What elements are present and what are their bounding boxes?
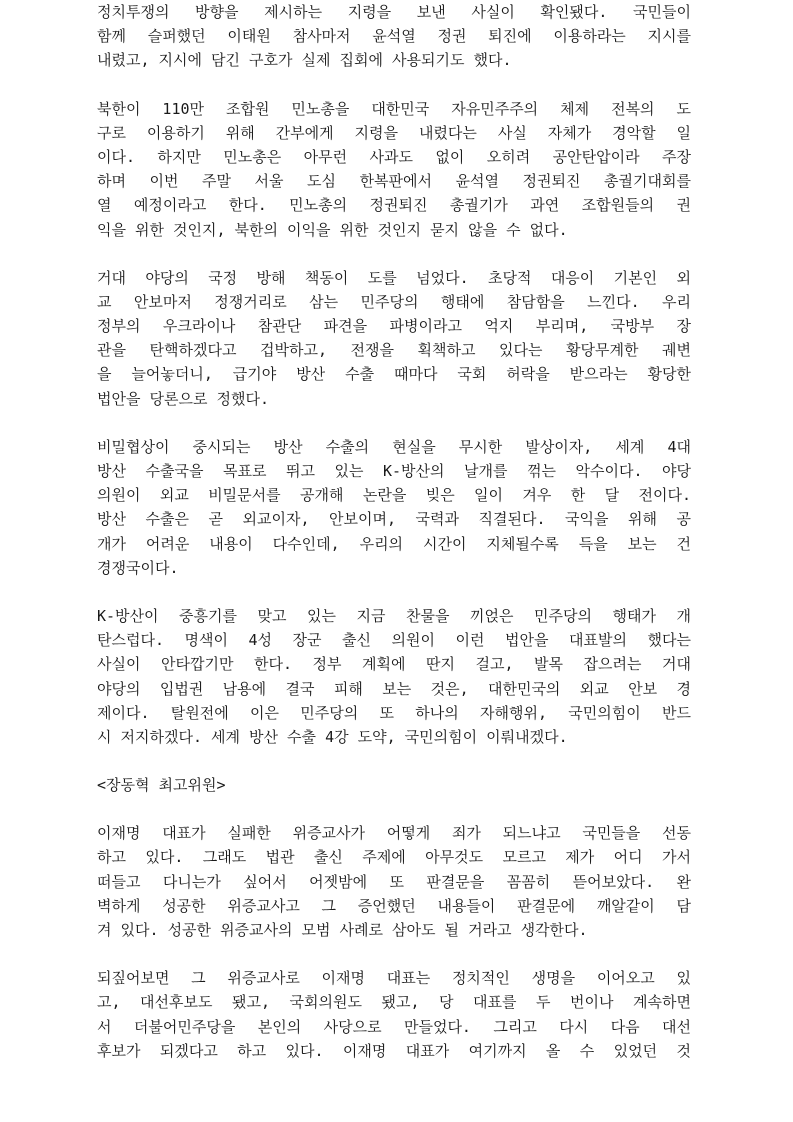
paragraph-2 <box>97 97 691 242</box>
text-line: 고, 대선후보도 됐고, 국회의원도 됐고, 당 대표를 두 번이나 계속하면 <box>97 993 691 1012</box>
text-line: 이재명 대표가 실패한 위증교사가 어떻게 죄가 되느냐고 국민들을 선동 <box>97 824 691 843</box>
document-page <box>97 0 691 1087</box>
text-line: 떠들고 다니는가 싶어서 어젯밤에 또 판결문을 꼼꼼히 뜯어보았다. 완 <box>97 872 691 891</box>
text-line: 서 더불어민주당을 본인의 사당으로 만들었다. 그리고 다시 다음 대선 <box>97 1017 691 1036</box>
text-line: 정치투쟁의 방향을 제시하는 지령을 보낸 사실이 확인됐다. 국민들이 <box>97 3 691 21</box>
paragraph-5 <box>97 604 691 749</box>
text-line: 열 예정이라고 한다. 민노총의 정권퇴진 총궐기가 과연 조합원들의 권 <box>97 196 691 215</box>
text-line: 내렸고, 지시에 담긴 구호가 실제 집회에 사용되기도 했다. <box>97 51 512 70</box>
text-line: 북한이 110만 조합원 민노총을 대한민국 자유민주주의 체제 전복의 도 <box>97 99 691 118</box>
text-line: 탄스럽다. 명색이 4성 장군 출신 의원이 이런 법안을 대표발의 했다는 <box>97 631 691 650</box>
text-line: 구로 이용하기 위해 간부에게 지령을 내렸다는 사실 자체가 경악할 일 <box>97 123 691 142</box>
text-line: 함께 슬퍼했던 이태원 참사마저 윤석열 정권 퇴진에 이용하라는 지시를 <box>97 27 691 46</box>
text-line: 벽하게 성공한 위증교사고 그 증언했던 내용들이 판결문에 깨알같이 담 <box>97 896 691 915</box>
text-line: 야당의 입법권 남용에 결국 피해 보는 것은, 대한민국의 외교 안보 경 <box>97 679 691 698</box>
paragraph-7 <box>97 821 691 942</box>
text-line: K-방산이 중흥기를 맞고 있는 지금 찬물을 끼얹은 민주당의 행태가 개 <box>97 606 691 625</box>
speaker-name: <장동혁 최고위원> <box>97 776 226 795</box>
text-line: 후보가 되겠다고 하고 있다. 이재명 대표가 여기까지 올 수 있었던 것 <box>97 1041 691 1060</box>
text-line: 익을 위한 것인지, 북한의 이익을 위한 것인지 묻지 않을 수 없다. <box>97 220 568 239</box>
paragraph-8 <box>97 966 691 1063</box>
text-line: 거대 야당의 국정 방해 책동이 도를 넘었다. 초당적 대응이 기본인 외 <box>97 268 691 287</box>
text-line: 개가 어려운 내용이 다수인데, 우리의 시간이 지체될수록 득을 보는 건 <box>97 534 691 553</box>
text-line: 제이다. 탈원전에 이은 민주당의 또 하나의 자해행위, 국민의힘이 반드 <box>97 703 691 722</box>
text-line: 비밀협상이 중시되는 방산 수출의 현실을 무시한 발상이자, 세계 4대 <box>97 437 691 456</box>
paragraph-1 <box>97 0 691 73</box>
text-line: 법안을 당론으로 정했다. <box>97 389 269 408</box>
text-line: 관을 탄핵하겠다고 겁박하고, 전쟁을 획책하고 있다는 황당무계한 궤변 <box>97 341 691 360</box>
text-line: 시 저지하겠다. 세계 방산 수출 4강 도약, 국민의힘이 이뤄내겠다. <box>97 727 568 746</box>
text-line: 이다. 하지만 민노총은 아무런 사과도 없이 오히려 공안탄압이라 주장 <box>97 147 691 166</box>
text-line: 되짚어보면 그 위증교사로 이재명 대표는 정치적인 생명을 이어오고 있 <box>97 969 691 988</box>
paragraph-4 <box>97 435 691 580</box>
text-line: 의원이 외교 비밀문서를 공개해 논란을 빚은 일이 겨우 한 달 전이다. <box>97 486 691 505</box>
text-line: 겨 있다. 성공한 위증교사의 모범 사례로 삼아도 될 거라고 생각한다. <box>97 921 588 939</box>
text-line: 정부의 우크라이나 참관단 파견을 파병이라고 억지 부리며, 국방부 장 <box>97 317 691 336</box>
speaker-heading <box>97 773 691 797</box>
text-line: 교 안보마저 정쟁거리로 삼는 민주당의 행태에 참담함을 느낀다. 우리 <box>97 292 691 311</box>
text-line: 하고 있다. 그래도 법관 출신 주제에 아무것도 모르고 제가 어디 가서 <box>97 848 691 867</box>
text-line: 경쟁국이다. <box>97 558 179 577</box>
text-line: 하며 이번 주말 서울 도심 한복판에서 윤석열 정권퇴진 총궐기대회를 <box>97 172 691 191</box>
text-line: 방산 수출은 곧 외교이자, 안보이며, 국력과 직결된다. 국익을 위해 공 <box>97 510 691 529</box>
text-line: 을 늘어놓더니, 급기야 방산 수출 때마다 국회 허락을 받으라는 황당한 <box>97 365 691 384</box>
text-line: 방산 수출국을 목표로 뛰고 있는 K-방산의 날개를 꺾는 악수이다. 야당 <box>97 462 691 480</box>
text-line: 사실이 안타깝기만 한다. 정부 계획에 딴지 걸고, 발목 잡으려는 거대 <box>97 655 691 674</box>
paragraph-3 <box>97 266 691 411</box>
